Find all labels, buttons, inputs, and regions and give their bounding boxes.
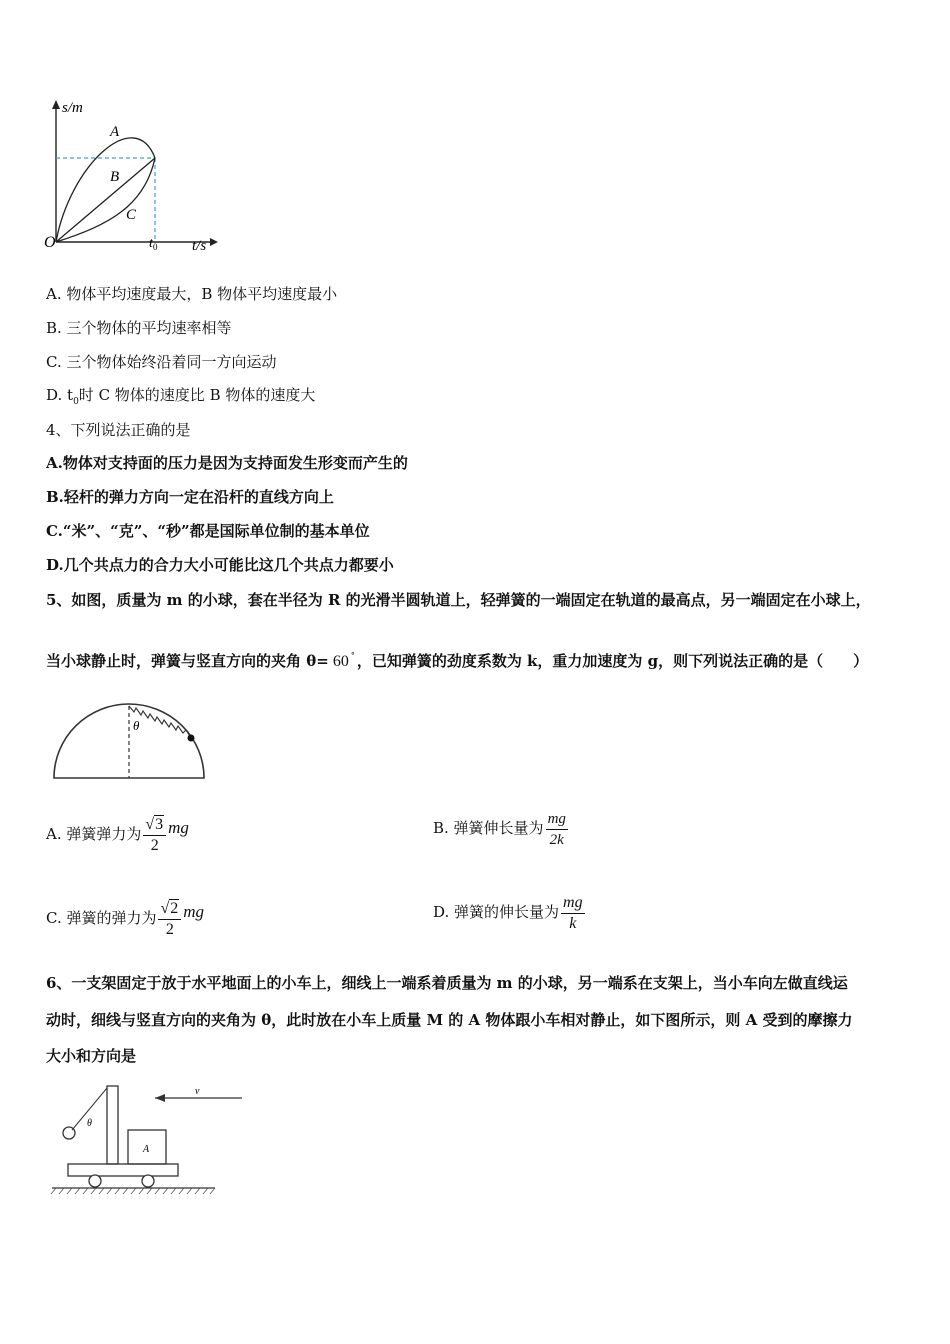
- q5-stem-line1: 5、如图，质量为 m 的小球，套在半径为 R 的光滑半圆轨道上，轻弹簧的一端固定在轨道的最高点，另一端固定在小球上，: [46, 591, 871, 609]
- y-axis-label: s/m: [62, 100, 83, 116]
- q5-option-b-numerator: mg: [546, 809, 568, 830]
- support-post: [107, 1086, 118, 1164]
- q5-option-c-radicand: 2: [170, 899, 179, 917]
- ball: [188, 735, 195, 742]
- q5-angle-value: 60: [332, 653, 349, 670]
- ground-hatching: [51, 1188, 215, 1194]
- wheel-left: [89, 1175, 101, 1187]
- q5-option-c: [46, 890, 204, 940]
- st-graph-figure: [40, 95, 220, 260]
- q5-stem-line2: [46, 651, 868, 671]
- q5-option-d: [433, 890, 587, 934]
- pendulum-ball: [63, 1127, 75, 1139]
- theta-label: θ: [133, 718, 140, 733]
- q3-option-d-post: 时 C 物体的速度比 B 物体的速度大: [78, 386, 316, 404]
- curve-a: [56, 138, 155, 242]
- block-a-label: A: [143, 1144, 150, 1155]
- q5-stem-pre: 当小球静止时，弹簧与竖直方向的夹角 θ=: [46, 652, 329, 670]
- q5-option-c-tail: mg: [183, 902, 205, 921]
- q5-option-b: [433, 806, 570, 850]
- q5-option-d-label: D. 弹簧的伸长量为: [433, 903, 560, 921]
- q5-option-a-radicand: 3: [155, 815, 164, 833]
- q5-option-d-denominator: k: [569, 914, 577, 932]
- velocity-arrow-head: [155, 1094, 165, 1102]
- curve-b: [56, 158, 155, 242]
- q4-option-d: D.几个共点力的合力大小可能比这几个共点力都要小: [46, 556, 394, 574]
- cart-body: [68, 1164, 178, 1176]
- q3-option-b: B. 三个物体的平均速率相等: [46, 319, 232, 337]
- q5-option-c-label: C. 弹簧的弹力为: [46, 909, 157, 927]
- t0-label: t: [149, 236, 153, 251]
- q5-option-a-numerator: √3: [143, 815, 166, 836]
- t0-subscript: 0: [153, 242, 158, 252]
- q5-option-a-tail: mg: [168, 818, 189, 837]
- cart-figure: [50, 1078, 250, 1198]
- curve-c-label: C: [126, 207, 137, 223]
- x-axis-arrow: [210, 238, 218, 246]
- q5-option-b-fraction: [546, 809, 568, 850]
- q6-stem-line2: 动时，细线与竖直方向的夹角为 θ，此时放在小车上质量 M 的 A 物体跟小车相对静止，如下图所示，则 A 受到的摩擦力: [46, 1011, 853, 1029]
- q5-option-d-fraction: [561, 893, 585, 934]
- q3-option-d: [46, 385, 315, 412]
- q5-option-b-label: B. 弹簧伸长量为: [433, 819, 544, 837]
- y-axis-arrow: [52, 100, 60, 109]
- origin-label: O: [44, 234, 56, 251]
- q4-option-a: A.物体对支持面的压力是因为支持面发生形变而产生的: [46, 454, 408, 472]
- q5-option-c-numerator: √2: [158, 899, 181, 920]
- fig-theta-label: θ: [87, 1118, 92, 1129]
- q6-stem-line3: 大小和方向是: [46, 1047, 137, 1065]
- velocity-label: v: [195, 1086, 200, 1097]
- q5-option-a-fraction: [143, 815, 166, 856]
- q3-option-d-sub: 0: [73, 397, 79, 407]
- q3-option-d-pre: D. t: [46, 386, 74, 404]
- curve-b-label: B: [110, 169, 120, 185]
- q5-stem-post: ，已知弹簧的劲度系数为 k，重力加速度为 g，则下列说法正确的是（ ）: [356, 652, 869, 670]
- q5-angle-unit: °: [350, 651, 355, 660]
- q4-option-c: C.“米”、“克”、“秒”都是国际单位制的基本单位: [46, 522, 370, 540]
- q5-option-c-denominator: 2: [165, 920, 174, 938]
- wheel-right: [142, 1175, 154, 1187]
- q3-option-c: C. 三个物体始终沿着同一方向运动: [46, 353, 277, 371]
- q5-option-a-denominator: 2: [150, 836, 159, 854]
- q4-stem: 4、下列说法正确的是: [46, 421, 191, 439]
- q5-option-b-denominator: 2k: [549, 831, 564, 848]
- q5-option-c-fraction: [158, 899, 181, 940]
- curve-a-label: A: [110, 124, 120, 140]
- q4-option-b: B.轻杆的弹力方向一定在沿杆的直线方向上: [46, 488, 334, 506]
- x-axis-label: t/s: [192, 238, 207, 254]
- q6-stem-line1: 6、一支架固定于放于水平地面上的小车上，细线上一端系着质量为 m 的小球，另一端系在支架上，当小车向左做直线运: [46, 974, 848, 992]
- q5-option-d-numerator: mg: [561, 893, 585, 914]
- semicircle-track-figure: [50, 700, 210, 782]
- q3-option-a: A. 物体平均速度最大，B 物体平均速度最小: [46, 285, 338, 303]
- q5-option-a: [46, 806, 189, 856]
- q5-option-a-label: A. 弹簧弹力为: [46, 825, 142, 843]
